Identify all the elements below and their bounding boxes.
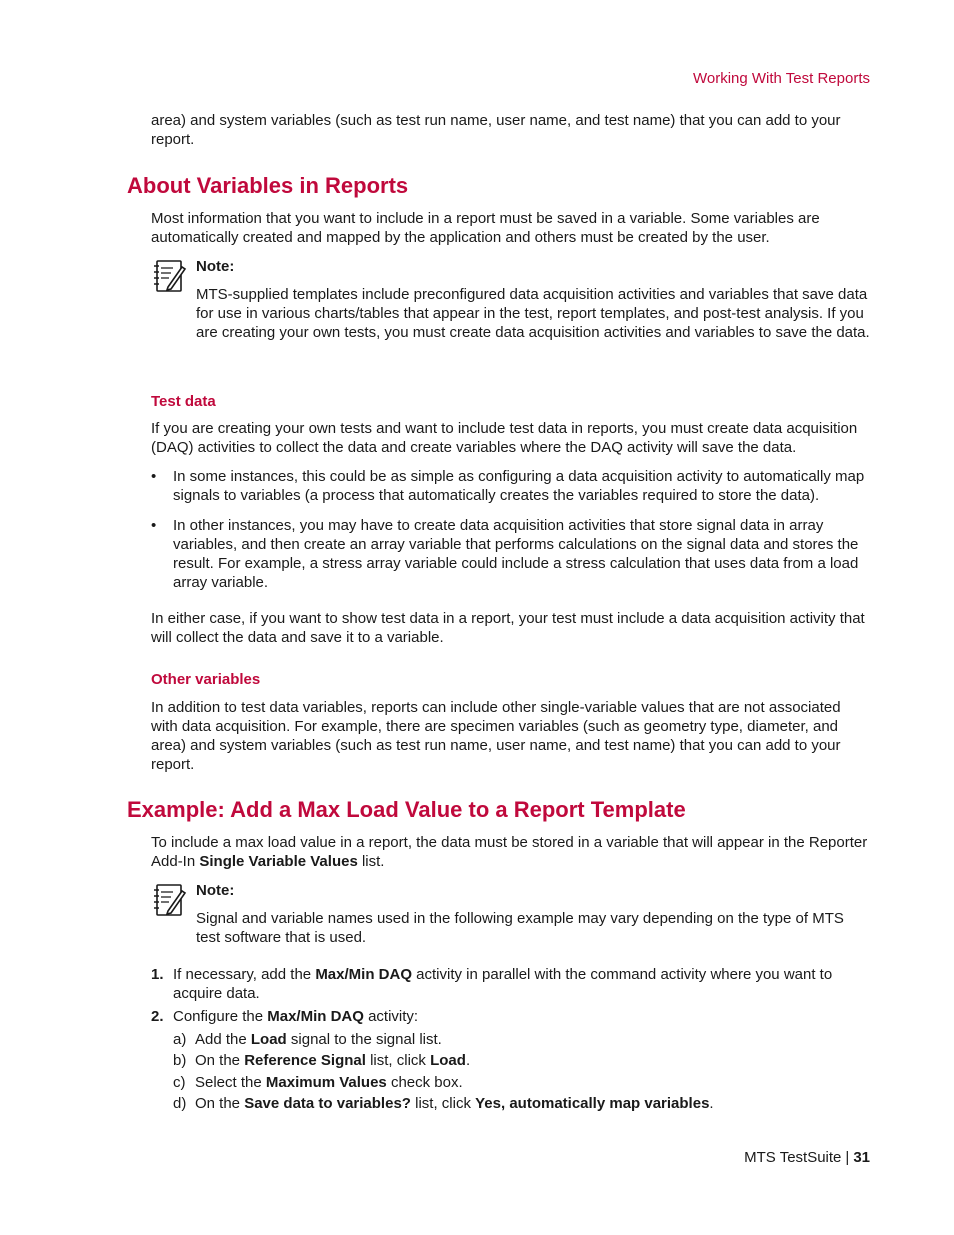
note-pencil-icon [151,258,187,294]
test-data-closing: In either case, if you want to show test data in a report, your test must include a data acquisition activity that will collect the data and save it to a variable. [151,610,865,646]
heading-other-variables: Other variables [151,671,261,688]
note-pencil-icon [151,882,187,918]
list-item-text: In other instances, you may have to create data acquisition activities that store signal data in array variables, and then create an array variable that performs calculations on the signal data and stores the result. For example, a stress array variable could include a stress calculation that uses data from a load array variable. [173,517,859,591]
note-label: Note: [196,882,235,899]
note-label: Note: [196,258,235,275]
example-paragraph: To include a max load value in a report, the data must be stored in a variable that will appear in the Reporter Add-In Single Variable Values list. [151,834,868,870]
note-body: Signal and variable names used in the following example may vary depending on the type of MTS test software that is used. [196,910,844,946]
test-data-paragraph: If you are creating your own tests and want to include test data in reports, you must create data acquisition (DAQ) activities to collect the data and create variables where the DAQ activity will save the data. [151,420,858,456]
page-number: 31 [853,1149,870,1166]
about-paragraph: Most information that you want to include in a report must be saved in a variable. Some variables are automatically created and mapped by the application and others must be created by the user. [151,210,820,246]
note-body: MTS-supplied templates include preconfigured data acquisition activities and variables that save data for use in various charts/tables that appear in the test, report templates, and post-test analysis. If you are creating your own tests, you must create data acquisition activities and variables to save the data. [196,286,870,341]
heading-about-variables: About Variables in Reports [127,173,409,198]
page-footer [744,1149,870,1166]
footer-separator: | [845,1149,850,1166]
other-variables-paragraph: In addition to test data variables, reports can include other single-variable values that are not associated with data acquisition. For example, there are specimen variables (such as geometry type, diameter, and area) and system variables (such as test run name, user name, and test name) that you can add to your report. [151,699,841,773]
bullet-marker: • [151,468,157,485]
footer-product: MTS TestSuite [744,1149,842,1166]
intro-paragraph: area) and system variables (such as test run name, user name, and test name) that you can add to your report. [151,112,841,148]
heading-test-data: Test data [151,393,216,410]
list-item-text: In some instances, this could be as simple as configuring a data acquisition activity to automatically map signals to variables (a process that automatically creates the variables required to store the data). [173,468,865,504]
bullet-marker: • [151,517,157,534]
running-header: Working With Test Reports [692,70,870,87]
heading-example: Example: Add a Max Load Value to a Report Template [127,797,686,822]
